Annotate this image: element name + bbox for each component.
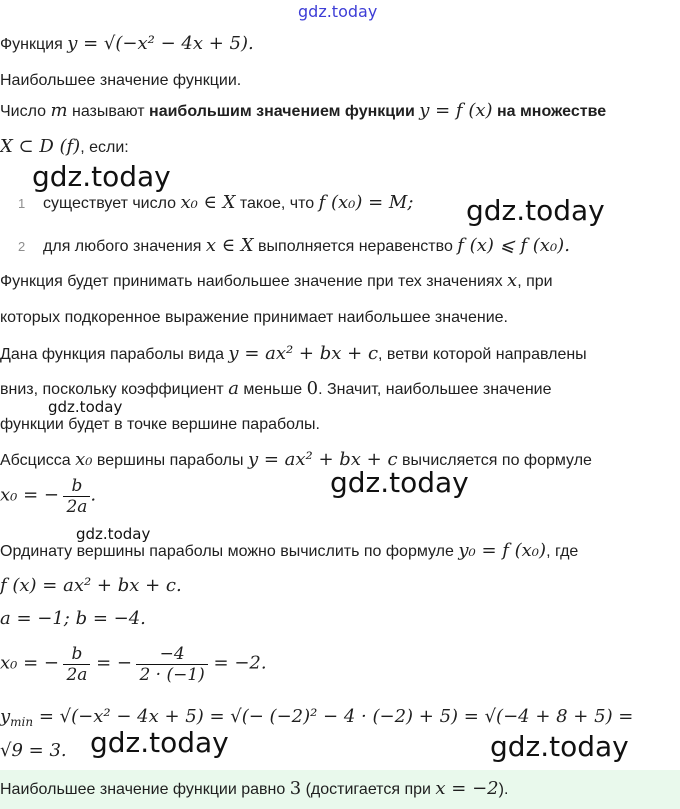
formula-end: . xyxy=(90,484,97,506)
function-title xyxy=(0,33,254,56)
answer-text: ). xyxy=(498,781,509,798)
item-text: такое, что xyxy=(235,195,319,212)
fraction xyxy=(63,476,90,517)
item-text: существует число xyxy=(43,195,181,212)
vertex-formula xyxy=(0,476,96,517)
answer-line xyxy=(0,778,508,801)
formula-end: = −2. xyxy=(207,652,267,674)
para-text: вниз, поскольку коэффициент xyxy=(0,381,229,398)
answer-number: 3 xyxy=(289,778,302,799)
watermark: gdz.today xyxy=(76,525,151,543)
para-text: , при xyxy=(517,273,553,290)
item-text: для любого значения xyxy=(43,238,206,255)
para-text: вычисляется по формуле xyxy=(397,452,592,469)
para-math: y₀ = f (x₀) xyxy=(458,540,547,561)
para-text: Функция будет принимать наибольшее значение при тех значениях xyxy=(0,273,508,290)
para-math: y = ax² + bx + c xyxy=(228,343,379,364)
denominator: 2 · (−1) xyxy=(139,665,205,685)
item-text: выполняется неравенство xyxy=(253,238,458,255)
para-text: Дана функция параболы вида xyxy=(0,346,229,363)
para-math: y = ax² + bx + c xyxy=(247,449,398,470)
para-text: Ординату вершины параболы можно вычислить по формуле xyxy=(0,543,459,560)
paragraph-line xyxy=(0,540,578,563)
def-text: называют xyxy=(67,103,150,120)
watermark: gdz.today xyxy=(32,160,171,193)
list-number: 1 xyxy=(18,196,26,211)
formula-y: y xyxy=(0,706,11,727)
title-prefix: Функция xyxy=(0,36,68,53)
def-bold: наибольшим значением функции xyxy=(149,103,420,120)
denominator: 2a xyxy=(66,665,88,685)
def-bold: на множестве xyxy=(492,103,607,120)
watermark: gdz.today xyxy=(90,726,229,759)
ymin-calculation xyxy=(0,706,633,733)
watermark: gdz.today xyxy=(330,466,469,499)
numerator: b xyxy=(63,476,90,497)
formula-sub: min xyxy=(10,715,34,730)
def-fx: y = f (x) xyxy=(419,100,493,121)
answer-text: Наибольшее значение функции равно xyxy=(0,781,290,798)
answer-text: (достигается при xyxy=(301,781,436,798)
def-text: Число xyxy=(0,103,51,120)
para-math: a xyxy=(228,378,239,399)
watermark: gdz.today xyxy=(48,398,123,416)
paragraph-line xyxy=(0,343,587,366)
para-text: вершины параболы xyxy=(92,452,248,469)
para-text: . Значит, наибольшее значение xyxy=(318,381,552,398)
para-text: , ветви которой направлены xyxy=(378,346,587,363)
definition-line-2 xyxy=(0,136,129,159)
para-math: x xyxy=(507,270,518,291)
formula-lhs: x₀ = − xyxy=(0,484,59,506)
para-number: 0 xyxy=(306,378,319,399)
item-math: f (x₀) = M; xyxy=(318,192,414,213)
numerator: b xyxy=(63,644,90,665)
item-math: x₀ ∈ X xyxy=(180,192,236,213)
para-text: , где xyxy=(546,543,579,560)
definition-line-1 xyxy=(0,100,606,123)
para-text: Абсцисса xyxy=(0,452,76,469)
title-formula: y = √(−x² − 4x + 5). xyxy=(67,33,254,54)
formula-rhs: = √(−x² − 4x + 5) = √(− (−2)² − 4 · (−2) + 5) = √(−4 + 8 + 5) = xyxy=(33,706,634,727)
equation: a = −1; b = −4. xyxy=(0,608,146,629)
answer-math: x = −2 xyxy=(435,778,499,799)
watermark: gdz.today xyxy=(466,194,605,227)
item-math: x ∈ X xyxy=(205,235,254,256)
paragraph-line xyxy=(0,449,592,472)
watermark: gdz.today xyxy=(490,730,629,763)
item-math: f (x) ⩽ f (x₀). xyxy=(457,235,570,256)
para-math: x₀ xyxy=(75,449,93,470)
paragraph-line: которых подкоренное выражение принимает наибольшее значение. xyxy=(0,309,508,326)
paragraph-line xyxy=(0,378,552,401)
equation: f (x) = ax² + bx + c. xyxy=(0,575,182,596)
fraction xyxy=(63,644,90,685)
list-number: 2 xyxy=(18,239,26,254)
numerator: −4 xyxy=(136,644,207,665)
formula-mid: = − xyxy=(90,652,132,674)
def-text: , если: xyxy=(80,139,129,156)
watermark: gdz.today xyxy=(298,2,378,21)
paragraph-line: функции будет в точке вершине параболы. xyxy=(0,416,320,433)
x0-calculation xyxy=(0,644,267,685)
para-text: меньше xyxy=(238,381,307,398)
denominator: 2a xyxy=(66,497,88,517)
formula-lhs: x₀ = − xyxy=(0,652,59,674)
ymin-result: √9 = 3. xyxy=(0,740,67,761)
def-m: m xyxy=(50,100,68,121)
list-item xyxy=(18,192,413,215)
list-item xyxy=(18,235,570,258)
paragraph-line xyxy=(0,270,553,293)
fraction xyxy=(136,644,207,685)
section-heading: Наибольшее значение функции. xyxy=(0,72,242,89)
def-set: X ⊂ D (f) xyxy=(0,136,81,157)
